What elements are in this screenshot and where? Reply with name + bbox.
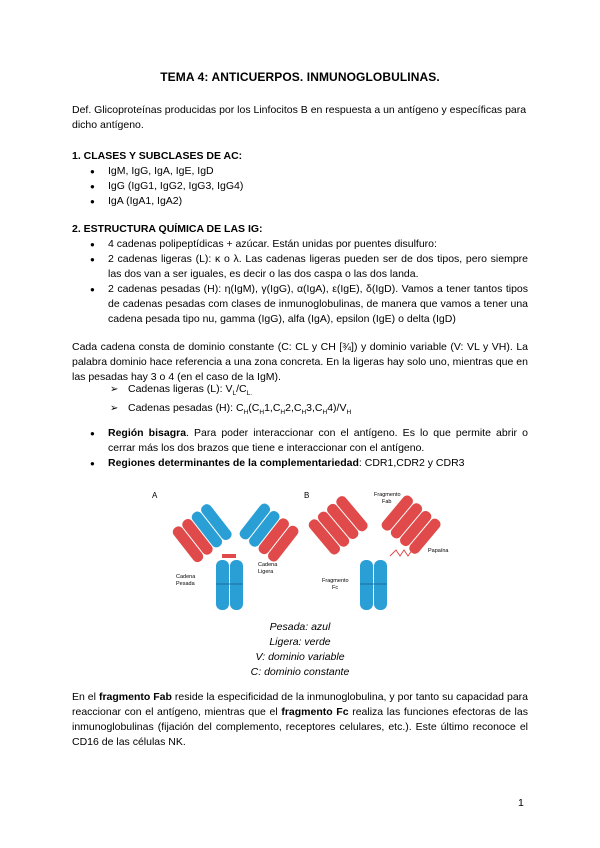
list-item: ➢ Cadenas pesadas (H): $C_H(C_H1,C_H2,C_H3,C_H4)/V_H$ (110, 401, 528, 420)
fc-label: Fragmento (322, 578, 349, 584)
clases-list (72, 164, 528, 209)
list-item: ● Región bisagra. Para poder interaccionar con el antígeno. Es lo que permite abrir o cerrar más los dos brazos que tiene e interaccionar con el antígeno. (90, 426, 528, 456)
fc-chain (360, 560, 373, 610)
papaina-label: Papaína (428, 548, 449, 554)
fc-chain (374, 560, 387, 610)
light-chain-label: Cadena (258, 562, 278, 568)
heavy-chain-label: Pesada (176, 581, 195, 587)
light-chain-label: Ligera (258, 569, 274, 575)
panel-a-label: A (152, 491, 158, 500)
fc-label: Fc (332, 585, 339, 591)
list-item: ● IgA (IgA1, IgA2) (90, 194, 528, 209)
section-clases (72, 149, 528, 209)
figure-caption: Pesada: azul Ligera: verde V: dominio variable C: dominio constante (250, 621, 350, 678)
fc-chain (216, 560, 229, 610)
fab-fc-paragraph: En el fragmento Fab reside la especificidad de la inmunoglobulina, y por tanto su capacidad para reaccionar con el antígeno, mientras que el fragmento Fc realiza las funciones efectoras de las inmunoglobulinas (fijación del complemento, receptores celulares, etc.). Este último reconoce el CD16 de las células NK. (72, 691, 529, 748)
fab-label: Fab (382, 499, 392, 505)
page-number: 1 (518, 797, 524, 809)
list-item: ● IgG (IgG1, IgG2, IgG3, IgG4) (90, 179, 528, 194)
fc-chain (230, 560, 243, 610)
regions-list (72, 426, 528, 471)
definition-paragraph: Def. Glicoproteínas producidas por los Linfocitos B en respuesta a un antígeno y específicas para dicho antígeno. (72, 104, 527, 131)
panel-b-label: B (304, 491, 310, 500)
chain-list (72, 382, 528, 420)
estructura-list (72, 237, 528, 327)
heavy-chain-label: Cadena (176, 574, 196, 580)
section-heading: 2. ESTRUCTURA QUÍMICA DE LAS IG: (72, 223, 263, 235)
list-item: ● 2 cadenas pesadas (H): η(IgM), γ(IgG), α(IgA), ε(IgE), δ(IgD). Vamos a tener tantos tipos de cadenas pesadas com clases de inmunoglobulinas, de manera que vamos a tener una cadena pesada tipo nu, gamma (IgG), alfa (IgA), epsilon (IgE) o delta (IgD) (90, 282, 528, 327)
section-heading: 1. CLASES Y SUBCLASES DE AC: (72, 150, 243, 162)
list-item: ● 2 cadenas ligeras (L): κ o λ. Las cadenas ligeras pueden ser de dos tipos, pero siempre las dos van a ser iguales, es decir o las dos caspa o las dos landa. (90, 252, 528, 282)
list-item: ➢ Cadenas ligeras (L): $V_L/C_{L.}$ (110, 382, 528, 401)
domains-paragraph: Cada cadena consta de dominio constante (C: CL y CH [¾]) y dominio variable (V: VL y VH). La palabra dominio hace referencia a una zona concreta. En la ligeras hay solo uno, mientras que en las pesadas hay 3 o 4 (en el caso de la IgM). (72, 341, 528, 383)
section-estructura (72, 222, 528, 327)
list-item: ● Regiones determinantes de la complementariedad: CDR1,CDR2 y CDR3 (90, 456, 528, 471)
page-title: TEMA 4: ANTICUERPOS. INMUNOGLOBULINAS. (160, 70, 440, 84)
antibody-figure (146, 486, 462, 616)
list-item: ● IgM, IgG, IgA, IgE, IgD (90, 164, 528, 179)
list-item: ● 4 cadenas polipeptídicas + azúcar. Están unidas por puentes disulfuro: (90, 237, 528, 252)
fab-label: Fragmento (374, 492, 401, 498)
hinge-region (222, 554, 236, 558)
